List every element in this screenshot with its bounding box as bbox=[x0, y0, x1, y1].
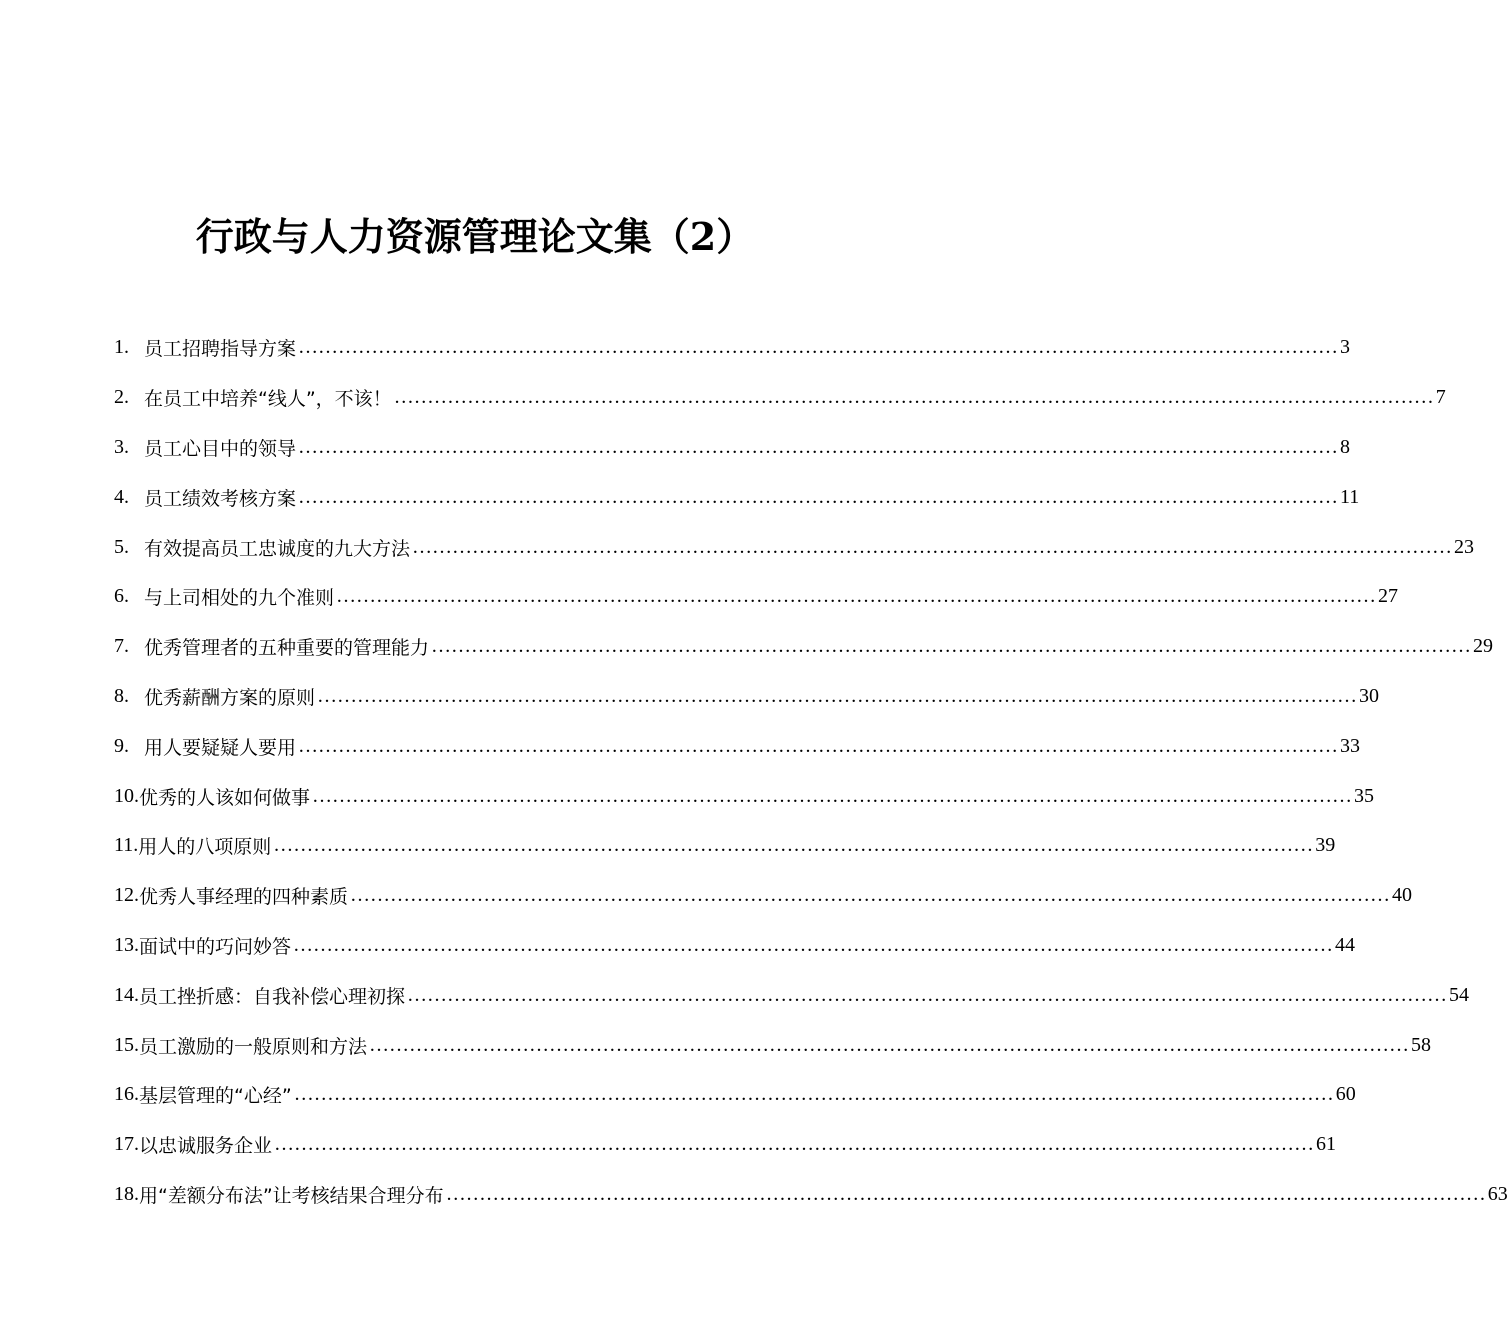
toc-entry-page-number: 35 bbox=[1354, 784, 1375, 807]
toc-entry-title: 优秀管理者的五种重要的管理能力 bbox=[144, 637, 430, 660]
table-of-contents bbox=[114, 323, 1508, 1219]
toc-dot-leader: ………………………………………………………………………………………………………………………………………… bbox=[273, 834, 1314, 857]
toc-entry[interactable] bbox=[114, 771, 1375, 821]
toc-entry-title: 以忠诚服务企业 bbox=[139, 1135, 273, 1158]
toc-dot-leader: ………………………………………………………………………………………………………………………………………… bbox=[393, 386, 1434, 409]
toc-entry-number: 18. bbox=[114, 1182, 139, 1205]
toc-dot-leader: ………………………………………………………………………………………………………………………………………… bbox=[350, 884, 1391, 907]
toc-entry[interactable] bbox=[114, 821, 1336, 871]
toc-entry[interactable] bbox=[114, 572, 1399, 622]
toc-entry[interactable] bbox=[114, 1120, 1337, 1170]
toc-entry-page-number: 29 bbox=[1473, 635, 1494, 658]
toc-entry-page-number: 63 bbox=[1487, 1182, 1508, 1205]
toc-entry[interactable] bbox=[114, 622, 1494, 672]
toc-entry[interactable] bbox=[114, 522, 1475, 572]
toc-entry-number: 15. bbox=[114, 1033, 139, 1056]
toc-dot-leader: ………………………………………………………………………………………………………………………………………… bbox=[317, 684, 1358, 707]
toc-entry-title: 员工招聘指导方案 bbox=[144, 338, 297, 361]
toc-entry-number: 13. bbox=[114, 933, 139, 956]
toc-entry-number: 4. bbox=[114, 485, 129, 508]
toc-dot-leader: ………………………………………………………………………………………………………………………………………… bbox=[412, 535, 1453, 558]
toc-entry-title: 与上司相处的九个准则 bbox=[144, 587, 335, 610]
toc-entry-page-number: 61 bbox=[1316, 1133, 1337, 1156]
toc-entry-page-number: 27 bbox=[1378, 585, 1399, 608]
toc-entry-number: 7. bbox=[114, 635, 129, 658]
toc-entry-number: 16. bbox=[114, 1083, 139, 1106]
toc-dot-leader: ………………………………………………………………………………………………………………………………………… bbox=[312, 784, 1353, 807]
toc-entry-title: 在员工中培养“线人”，不该！ bbox=[144, 388, 392, 411]
toc-entry[interactable] bbox=[114, 721, 1361, 771]
toc-entry[interactable] bbox=[114, 1070, 1356, 1120]
toc-entry[interactable] bbox=[114, 323, 1351, 373]
toc-entry-number: 14. bbox=[114, 983, 139, 1006]
toc-entry-page-number: 40 bbox=[1392, 884, 1413, 907]
toc-dot-leader: ………………………………………………………………………………………………………………………………………… bbox=[369, 1033, 1410, 1056]
toc-entry-number: 8. bbox=[114, 684, 129, 707]
toc-entry-title: 面试中的巧问妙答 bbox=[139, 935, 292, 958]
toc-dot-leader: ………………………………………………………………………………………………………………………………………… bbox=[274, 1133, 1315, 1156]
toc-entry[interactable] bbox=[114, 871, 1413, 921]
toc-entry-number: 6. bbox=[114, 585, 129, 608]
toc-entry-title: 优秀人事经理的四种素质 bbox=[139, 886, 349, 909]
toc-entry-page-number: 33 bbox=[1340, 734, 1361, 757]
document-title: 行政与人力资源管理论文集（2） bbox=[195, 214, 755, 259]
toc-entry-title: 优秀的人该如何做事 bbox=[139, 786, 311, 809]
toc-dot-leader: ………………………………………………………………………………………………………………………………………… bbox=[298, 734, 1339, 757]
toc-entry[interactable] bbox=[114, 373, 1446, 423]
toc-entry-page-number: 3 bbox=[1340, 336, 1351, 359]
toc-entry-title: 员工绩效考核方案 bbox=[144, 487, 297, 510]
toc-entry[interactable] bbox=[114, 672, 1380, 722]
toc-entry-page-number: 7 bbox=[1435, 386, 1446, 409]
toc-entry-title: 用人要疑疑人要用 bbox=[144, 736, 297, 759]
toc-entry-page-number: 58 bbox=[1411, 1033, 1432, 1056]
toc-entry-page-number: 39 bbox=[1315, 834, 1336, 857]
toc-entry-title: 优秀薪酬方案的原则 bbox=[144, 686, 316, 709]
toc-entry-page-number: 8 bbox=[1340, 435, 1351, 458]
toc-entry-title: 基层管理的“心经” bbox=[139, 1085, 292, 1108]
toc-entry-page-number: 44 bbox=[1335, 933, 1356, 956]
toc-entry-page-number: 23 bbox=[1454, 535, 1475, 558]
toc-entry[interactable] bbox=[114, 921, 1356, 971]
toc-entry-title: 员工挫折感：自我补偿心理初探 bbox=[139, 985, 406, 1008]
toc-dot-leader: ………………………………………………………………………………………………………………………………………… bbox=[445, 1182, 1486, 1205]
toc-entry-page-number: 60 bbox=[1335, 1083, 1356, 1106]
toc-entry-number: 17. bbox=[114, 1133, 139, 1156]
toc-entry-number: 3. bbox=[114, 435, 129, 458]
toc-entry[interactable] bbox=[114, 472, 1360, 522]
toc-dot-leader: ………………………………………………………………………………………………………………………………………… bbox=[298, 336, 1339, 359]
toc-entry-number: 11. bbox=[114, 834, 139, 857]
toc-entry-page-number: 11 bbox=[1340, 485, 1360, 508]
toc-entry-number: 5. bbox=[114, 535, 129, 558]
toc-dot-leader: ………………………………………………………………………………………………………………………………………… bbox=[431, 635, 1472, 658]
toc-dot-leader: ………………………………………………………………………………………………………………………………………… bbox=[293, 933, 1334, 956]
toc-dot-leader: ………………………………………………………………………………………………………………………………………… bbox=[407, 983, 1448, 1006]
toc-entry-title: 用人的八项原则 bbox=[138, 836, 272, 859]
toc-dot-leader: ………………………………………………………………………………………………………………………………………… bbox=[298, 435, 1339, 458]
toc-entry-page-number: 54 bbox=[1449, 983, 1470, 1006]
toc-entry-number: 1. bbox=[114, 336, 129, 359]
toc-entry-title: 员工心目中的领导 bbox=[144, 437, 297, 460]
toc-entry-page-number: 30 bbox=[1359, 684, 1380, 707]
toc-entry-number: 2. bbox=[114, 386, 129, 409]
toc-entry-title: 有效提高员工忠诚度的九大方法 bbox=[144, 537, 411, 560]
toc-entry-number: 10. bbox=[114, 784, 139, 807]
toc-dot-leader: ………………………………………………………………………………………………………………………………………… bbox=[298, 485, 1339, 508]
toc-entry[interactable] bbox=[114, 423, 1351, 473]
toc-dot-leader: ………………………………………………………………………………………………………………………………………… bbox=[336, 585, 1377, 608]
toc-entry[interactable] bbox=[114, 1020, 1432, 1070]
toc-entry[interactable] bbox=[114, 970, 1470, 1020]
toc-entry-title: 员工激励的一般原则和方法 bbox=[139, 1035, 368, 1058]
toc-entry-number: 9. bbox=[114, 734, 129, 757]
toc-entry-title: 用“差额分布法”让考核结果合理分布 bbox=[139, 1184, 444, 1207]
toc-entry-number: 12. bbox=[114, 884, 139, 907]
toc-dot-leader: ………………………………………………………………………………………………………………………………………… bbox=[293, 1083, 1334, 1106]
toc-entry[interactable] bbox=[114, 1170, 1508, 1220]
